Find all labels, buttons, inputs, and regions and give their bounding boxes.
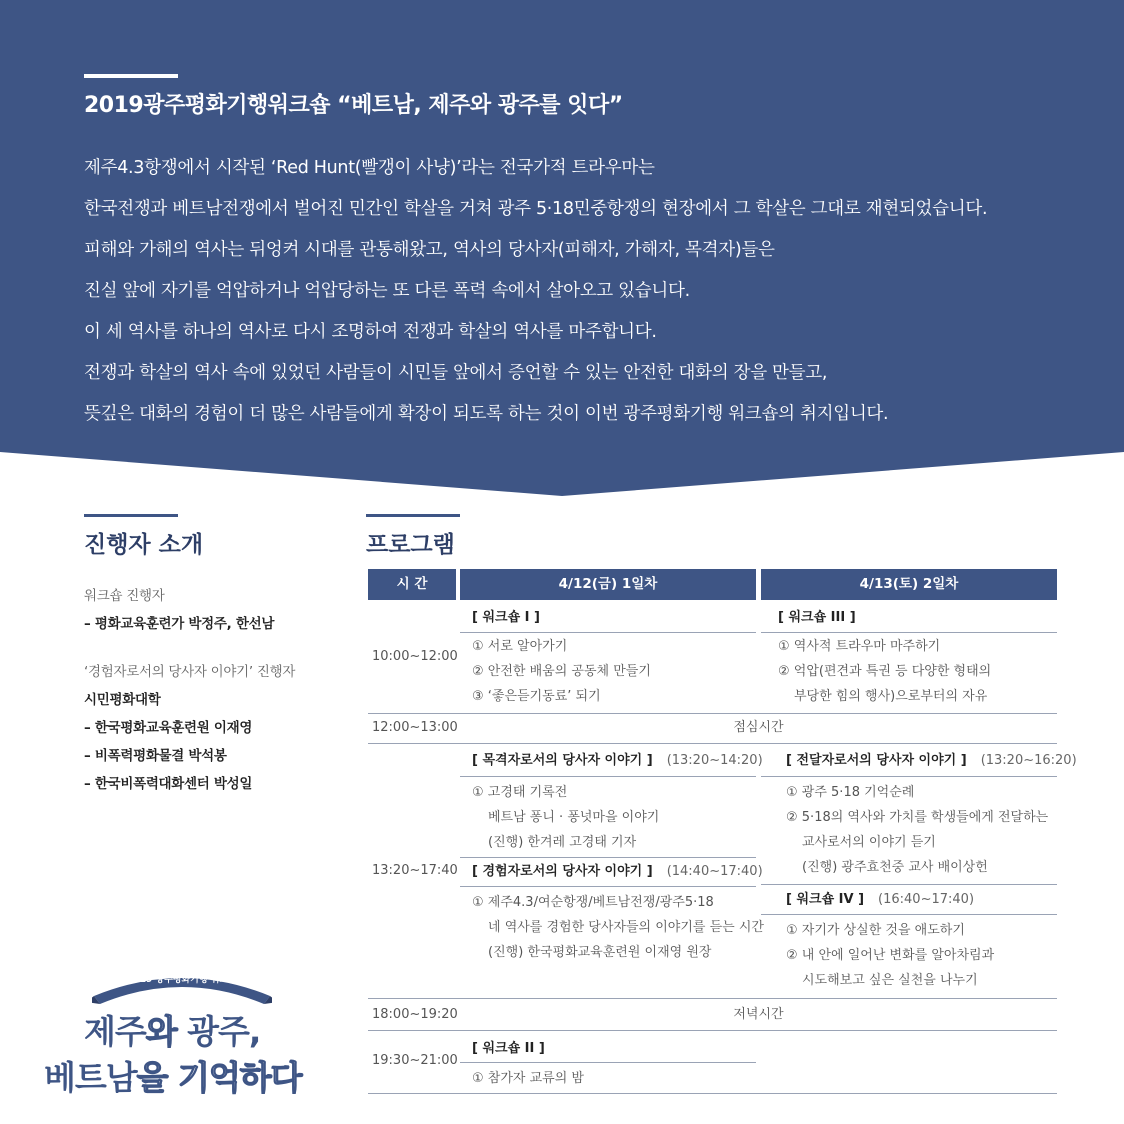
session-item: ② 5·18의 역사와 가치를 학생들에게 전달하는 [786, 810, 1049, 825]
table-divider [460, 776, 756, 777]
intro-line: 이 세 역사를 하나의 역사로 다시 조명하여 전쟁과 학살의 역사를 마주합니다. [84, 322, 657, 342]
session-item: 네 역사를 경험한 당사자들의 이야기를 듣는 시간 [488, 920, 764, 935]
session-item: ① 참가자 교류의 밤 [472, 1071, 584, 1086]
session-title: [ 워크숍 III ] [778, 610, 856, 625]
table-divider [368, 713, 1057, 714]
logo-line2 [44, 1052, 302, 1099]
session-title: [ 워크숍 I ] [472, 610, 540, 625]
session-title-text: [ 워크숍 IV ] [786, 892, 865, 907]
session-title: [ 워크숍 II ] [472, 1041, 545, 1056]
table-divider [460, 857, 756, 858]
facilitator-label: ‘경험자로서의 당사자 이야기’ 진행자 [84, 664, 296, 680]
intro-line: 피해와 가해의 역사는 뒤엉켜 시대를 관통해왔고, 역사의 당사자(피해자, 가해자, 목격자)들은 [84, 240, 775, 260]
facilitator-name: – 비폭력평화물결 박석봉 [84, 748, 227, 764]
table-divider [761, 914, 1057, 915]
time-slot: 18:00~19:20 [372, 1007, 458, 1022]
intro-line: 진실 앞에 자기를 억압하거나 억압당하는 또 다른 폭력 속에서 살아오고 있습니다. [84, 281, 690, 301]
session-item: (진행) 한국평화교육훈련원 이재영 원장 [488, 945, 712, 960]
session-item: ① 서로 알아가기 [472, 639, 568, 654]
dinner-break: 저녁시간 [733, 1007, 784, 1022]
session-item: ① 고경태 기록전 [472, 785, 568, 800]
event-logo [40, 960, 320, 1100]
logo-word: 광주, [176, 1012, 261, 1051]
session-time: (14:40~17:40) [666, 864, 763, 879]
facilitator-label: 워크숍 진행자 [84, 588, 165, 604]
session-item: ① 역사적 트라우마 마주하기 [778, 639, 941, 654]
session-title-text: [ 목격자로서의 당사자 이야기 ] [472, 753, 653, 768]
intro-line: 전쟁과 학살의 역사 속에 있었던 사람들이 시민들 앞에서 증언할 수 있는 안전한 대화의 장을 만들고, [84, 363, 828, 383]
intro-paragraph [84, 148, 1094, 435]
session-title [786, 751, 1077, 771]
header-accent-bar [84, 74, 178, 78]
intro-line: 제주4.3항쟁에서 시작된 ‘Red Hunt(빨갱이 사냥)’라는 전국가적 트라우마는 [84, 158, 655, 178]
facilitators-list [84, 582, 354, 798]
program-title: 프로그램 [366, 532, 455, 558]
session-title [472, 751, 763, 771]
facilitators-title: 진행자 소개 [84, 532, 204, 558]
intro-line: 한국전쟁과 베트남전쟁에서 벌어진 민간인 학살을 거쳐 광주 5·18민중항쟁의 현장에서 그 학살은 그대로 재현되었습니다. [84, 199, 988, 219]
time-slot: 13:20~17:40 [372, 863, 458, 878]
session-time: (13:20~16:20) [980, 753, 1077, 768]
session-item: ② 억압(편견과 특권 등 다양한 형태의 [778, 664, 992, 679]
facilitator-org: 시민평화대학 [84, 692, 161, 708]
table-divider [368, 1030, 1057, 1031]
table-divider [761, 884, 1057, 885]
session-item: 교사로서의 이야기 듣기 [802, 835, 936, 850]
table-header-day1: 4/12(금) 1일차 [460, 569, 756, 600]
session-item: ② 안전한 배움의 공동체 만들기 [472, 664, 651, 679]
time-slot: 12:00~13:00 [372, 720, 458, 735]
program-accent-bar [366, 514, 460, 517]
table-divider [368, 998, 1057, 999]
logo-line1 [84, 1006, 260, 1053]
session-title [786, 890, 974, 910]
facilitator-name: – 한국비폭력대화센터 박성일 [84, 776, 253, 792]
table-divider [761, 776, 1057, 777]
session-title-text: [ 경험자로서의 당사자 이야기 ] [472, 864, 653, 879]
table-divider [460, 632, 756, 633]
table-divider [368, 743, 1057, 744]
logo-word: 와 [145, 1012, 177, 1051]
facilitator-name: – 한국평화교육훈련원 이재영 [84, 720, 253, 736]
logo-word: 베트남 [44, 1058, 137, 1097]
session-item: ③ ‘좋은듣기동료’ 되기 [472, 689, 601, 704]
time-slot: 19:30~21:00 [372, 1053, 458, 1068]
session-item: (진행) 한겨레 고경태 기자 [488, 835, 637, 850]
session-item: ① 자기가 상실한 것을 애도하기 [786, 923, 965, 938]
session-item: ② 내 안에 일어난 변화를 알아차림과 [786, 948, 995, 963]
logo-ribbon-text: 2019 광주평화기행 워크숍 [127, 975, 237, 985]
facilitator-name: – 평화교육훈련가 박정주, 한선남 [84, 616, 275, 632]
logo-word: 을 기억하다 [136, 1058, 302, 1097]
intro-line: 뜻깊은 대화의 경험이 더 많은 사람들에게 확장이 되도록 하는 것이 이번 광주평화기행 워크숍의 취지입니다. [84, 404, 889, 424]
session-item: 베트남 퐁니 · 퐁넛마을 이야기 [488, 810, 660, 825]
page-title: 2019광주평화기행워크숍 “베트남, 제주와 광주를 잇다” [84, 93, 623, 118]
session-item: (진행) 광주효천중 교사 배이상헌 [802, 860, 988, 875]
session-title-text: [ 전달자로서의 당사자 이야기 ] [786, 753, 967, 768]
session-item: 부당한 힘의 행사)으로부터의 자유 [794, 689, 988, 704]
session-title [472, 862, 763, 882]
table-divider [761, 632, 1057, 633]
table-header-day2: 4/13(토) 2일차 [761, 569, 1057, 600]
session-time: (16:40~17:40) [878, 892, 975, 907]
table-divider [460, 1062, 756, 1063]
session-time: (13:20~14:20) [666, 753, 763, 768]
table-header-time: 시 간 [368, 569, 456, 600]
table-divider [368, 1093, 1057, 1094]
table-divider [460, 886, 756, 887]
session-item: ① 광주 5·18 기억순례 [786, 785, 915, 800]
logo-word: 제주 [84, 1012, 146, 1051]
time-slot: 10:00~12:00 [372, 649, 458, 664]
session-item: 시도해보고 싶은 실천을 나누기 [802, 973, 978, 988]
facilitators-accent-bar [84, 514, 178, 517]
session-item: ① 제주4.3/여순항쟁/베트남전쟁/광주5·18 [472, 895, 714, 910]
lunch-break: 점심시간 [733, 720, 784, 735]
